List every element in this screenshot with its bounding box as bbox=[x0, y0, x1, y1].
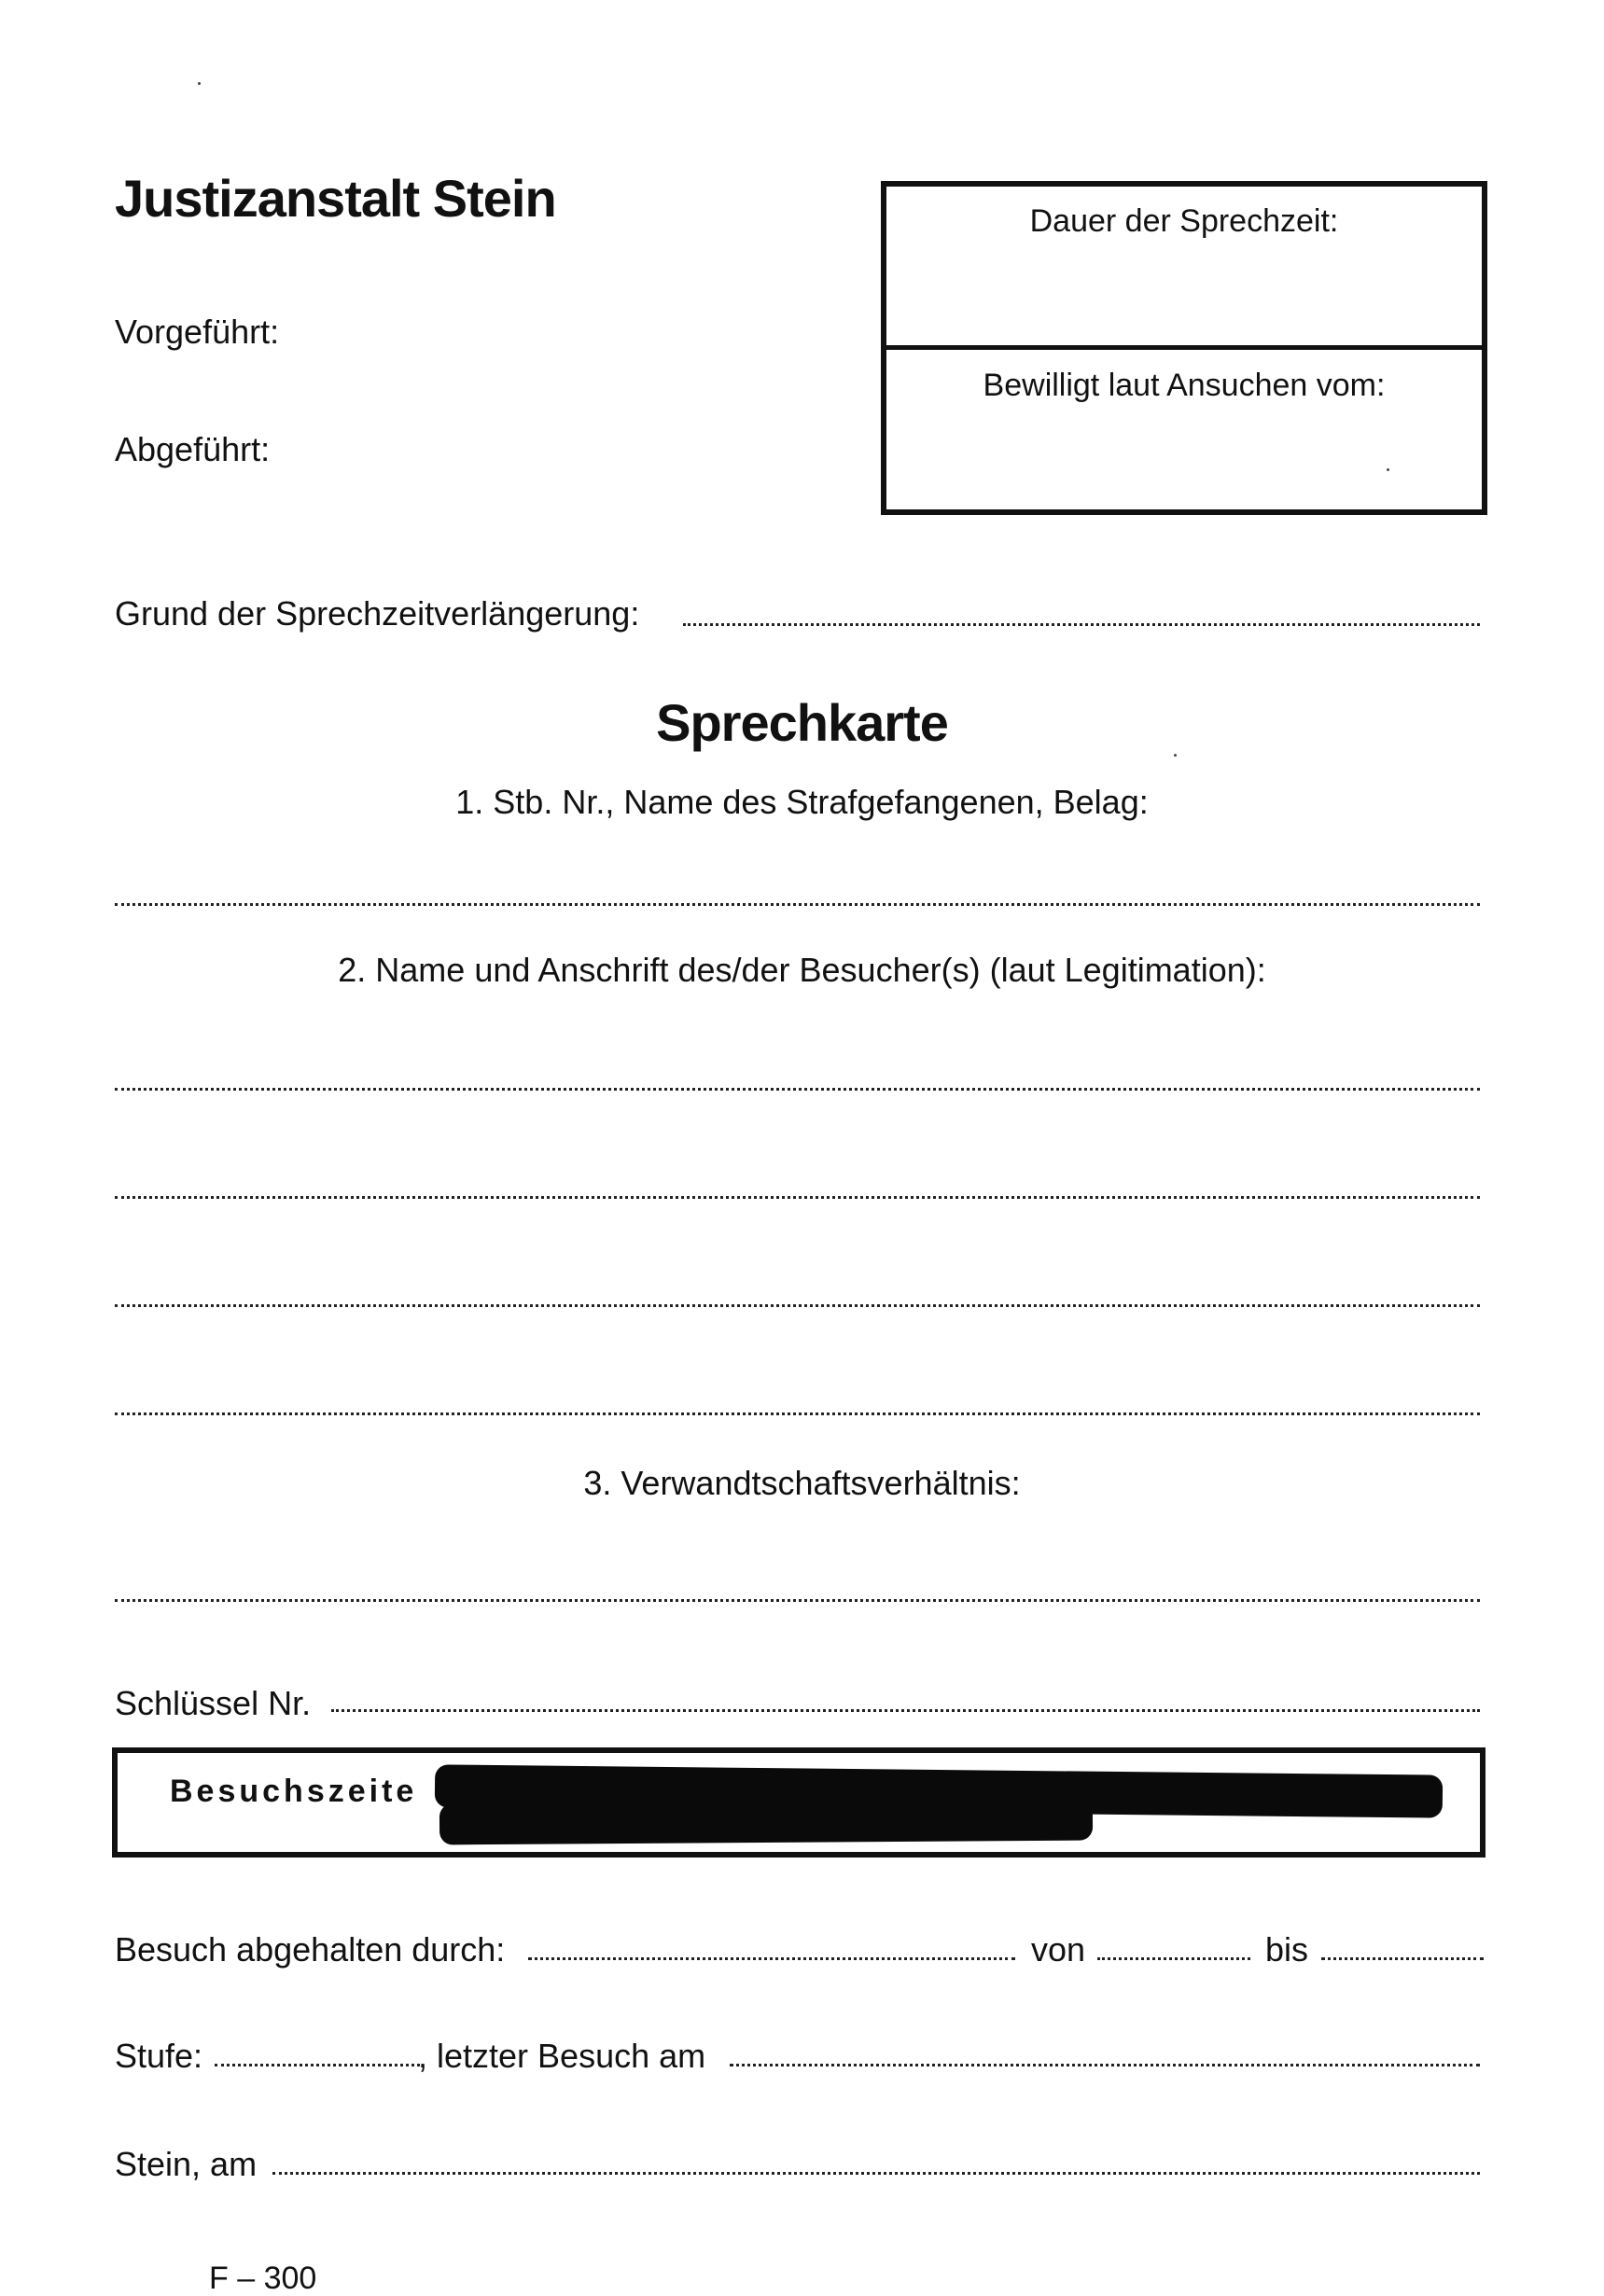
visitors-line-2[interactable] bbox=[115, 1196, 1480, 1199]
last-visit-label: , letzter Besuch am bbox=[418, 2037, 706, 2075]
led-away-label: Abgeführt: bbox=[115, 430, 271, 468]
visiting-hours-box bbox=[112, 1747, 1485, 1858]
presented-label: Vorgeführt: bbox=[115, 313, 280, 351]
visitors-line-4[interactable] bbox=[115, 1412, 1480, 1415]
redaction-bar-bottom bbox=[439, 1800, 1093, 1845]
info-box-divider bbox=[886, 345, 1482, 350]
visitors-line-3[interactable] bbox=[115, 1304, 1480, 1307]
visit-from-label: von bbox=[1031, 1930, 1086, 1969]
relationship-line[interactable] bbox=[115, 1599, 1480, 1602]
scan-speck bbox=[1174, 754, 1177, 757]
visitors-label: 2. Name und Anschrift des/der Besucher(s) (laut Legitimation): bbox=[338, 951, 1266, 989]
visitors-line-1[interactable] bbox=[115, 1088, 1480, 1091]
place-date-line[interactable] bbox=[272, 2172, 1480, 2175]
extension-reason-line[interactable] bbox=[683, 623, 1480, 626]
scan-speck bbox=[198, 82, 201, 85]
visiting-hours-label: Besuchszeite bbox=[170, 1774, 418, 1809]
form-code: F – 300 bbox=[209, 2261, 317, 2296]
form-title: Sprechkarte bbox=[656, 693, 948, 752]
visit-from-line[interactable] bbox=[1097, 1957, 1250, 1960]
visit-to-label: bis bbox=[1265, 1930, 1309, 1969]
extension-reason-label: Grund der Sprechzeitverlängerung: bbox=[115, 594, 640, 633]
key-number-label: Schlüssel Nr. bbox=[115, 1684, 312, 1722]
duration-label: Dauer der Sprechzeit: bbox=[1029, 203, 1339, 239]
visit-to-line[interactable] bbox=[1321, 1957, 1484, 1960]
last-visit-line[interactable] bbox=[730, 2064, 1480, 2066]
inmate-label: 1. Stb. Nr., Name des Strafgefangenen, Belag: bbox=[455, 783, 1149, 821]
visit-held-by-label: Besuch abgehalten durch: bbox=[115, 1930, 506, 1969]
inmate-line[interactable] bbox=[115, 903, 1480, 906]
info-box bbox=[881, 181, 1487, 515]
approved-label: Bewilligt laut Ansuchen vom: bbox=[983, 368, 1386, 403]
level-label: Stufe: bbox=[115, 2037, 203, 2075]
place-date-label: Stein, am bbox=[115, 2145, 258, 2183]
relationship-label: 3. Verwandtschaftsverhältnis: bbox=[583, 1464, 1021, 1502]
visit-held-by-line[interactable] bbox=[528, 1957, 1015, 1960]
level-line[interactable] bbox=[215, 2064, 420, 2066]
scan-speck bbox=[1387, 468, 1389, 471]
institution-title: Justizanstalt Stein bbox=[115, 169, 556, 228]
key-number-line[interactable] bbox=[331, 1709, 1480, 1712]
